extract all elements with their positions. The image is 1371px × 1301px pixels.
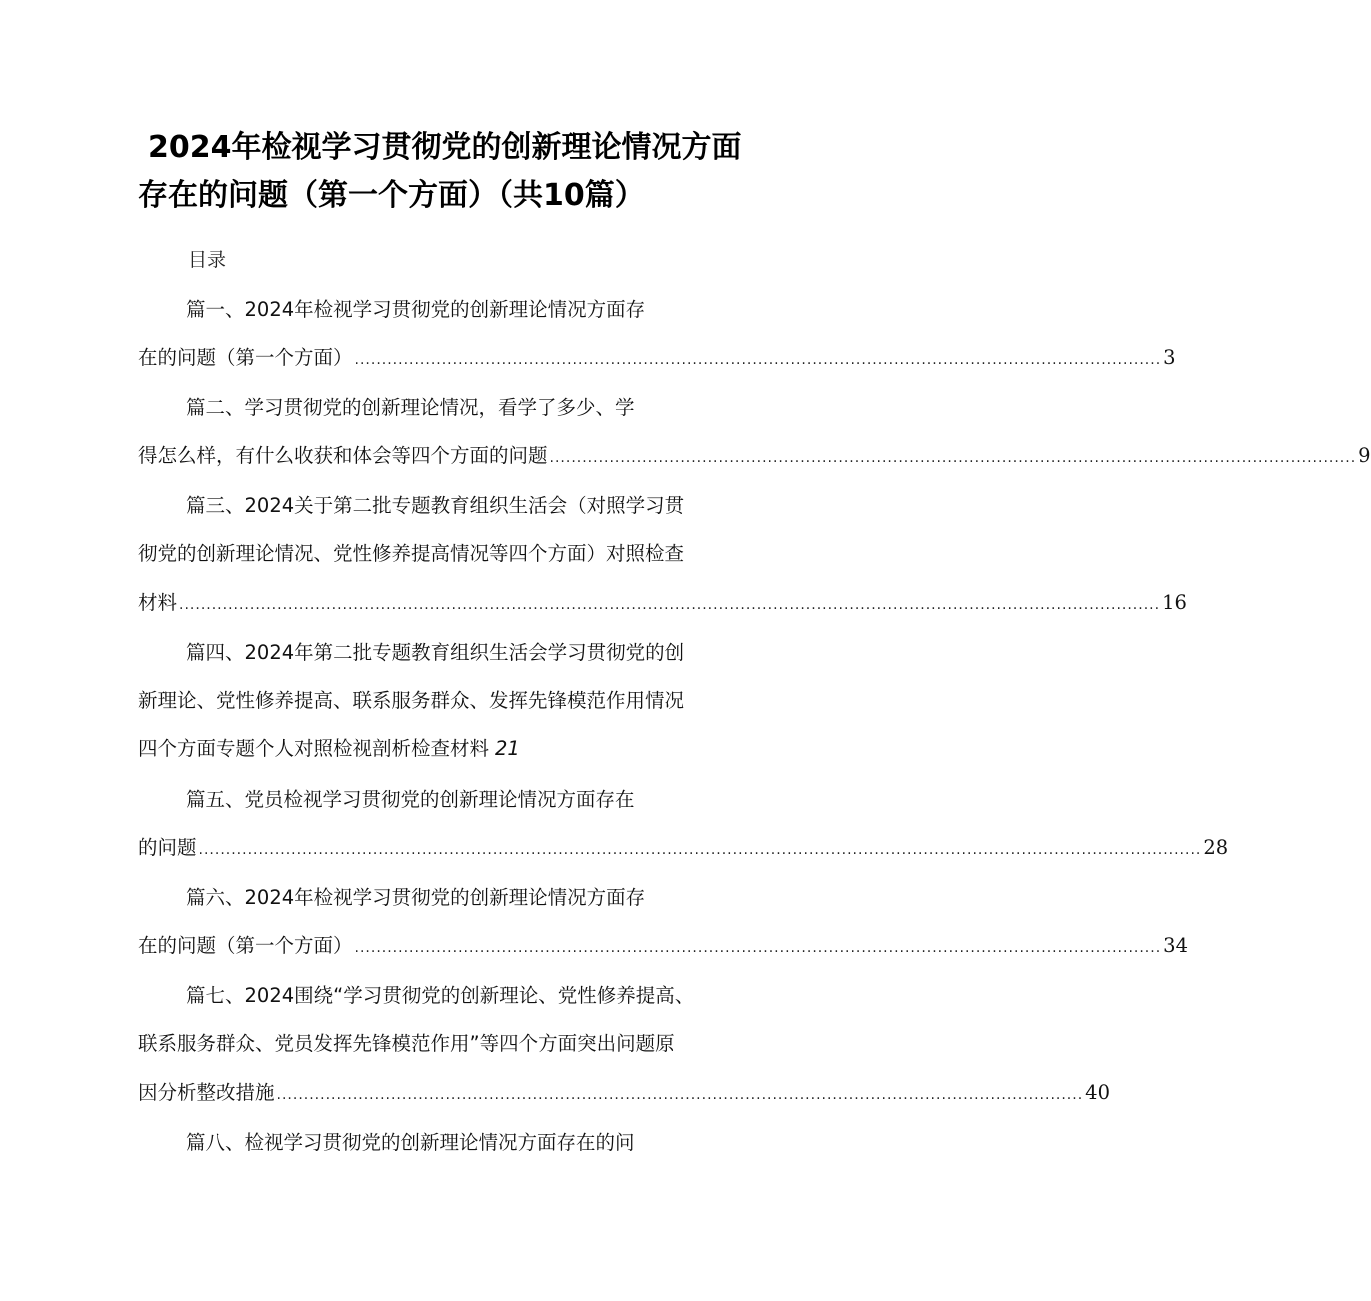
toc-entry-6-last-line[interactable] bbox=[138, 930, 1188, 964]
leader-dots: ........................................................................................................................................................................................ bbox=[198, 842, 1202, 858]
toc-label: 目录 bbox=[188, 249, 227, 271]
toc-entry-4-line-1[interactable]: 篇四、2024年第二批专题教育组织生活会学习贯彻党的创 bbox=[186, 641, 685, 664]
toc-entry-2-text: 得怎么样，有什么收获和体会等四个方面的问题 bbox=[138, 444, 548, 467]
toc-entry-8-line-1[interactable]: 篇八、检视学习贯彻党的创新理论情况方面存在的问 bbox=[186, 1131, 635, 1154]
toc-entry-1-line-1[interactable]: 篇一、2024年检视学习贯彻党的创新理论情况方面存 bbox=[186, 298, 646, 321]
toc-entry-6-text: 在的问题（第一个方面） bbox=[138, 934, 353, 957]
toc-entry-3-text: 材料 bbox=[138, 591, 178, 614]
toc-entry-7-last-line[interactable] bbox=[138, 1077, 1110, 1111]
toc-entry-7-line-1[interactable]: 篇七、2024围绕“学习贯彻党的创新理论、党性修养提高、 bbox=[186, 984, 695, 1007]
toc-entry-2-last-line[interactable] bbox=[138, 440, 1371, 474]
toc-entry-2-line-1[interactable]: 篇二、学习贯彻党的创新理论情况，看学了多少、学 bbox=[186, 396, 635, 419]
document-title-line-1: 2024年检视学习贯彻党的创新理论情况方面 bbox=[148, 130, 742, 165]
document-title-line-2: 存在的问题（第一个方面）（共10篇） bbox=[138, 178, 645, 213]
toc-entry-3-line-2[interactable]: 彻党的创新理论情况、党性修养提高情况等四个方面）对照检查 bbox=[138, 542, 685, 565]
toc-entry-2-page: 9 bbox=[1358, 444, 1371, 467]
toc-entry-6-line-1[interactable]: 篇六、2024年检视学习贯彻党的创新理论情况方面存 bbox=[186, 886, 646, 909]
toc-entry-5-page: 28 bbox=[1203, 836, 1229, 859]
leader-dots: .................................................................................................................................................... bbox=[354, 352, 1162, 368]
leader-dots: .................................................................................................................................................... bbox=[276, 1087, 1084, 1103]
toc-entry-3-line-1[interactable]: 篇三、2024关于第二批专题教育组织生活会（对照学习贯 bbox=[186, 494, 685, 517]
leader-dots: .................................................................................................................................................... bbox=[354, 940, 1162, 956]
toc-entry-5-last-line[interactable] bbox=[138, 832, 1229, 866]
toc-entry-1-text: 在的问题（第一个方面） bbox=[138, 346, 353, 369]
toc-entry-4-last-line[interactable] bbox=[138, 733, 638, 765]
leader-dots: .................................................................................................................................................................................... bbox=[179, 597, 1161, 613]
toc-entry-7-line-2[interactable]: 联系服务群众、党员发挥先锋模范作用”等四个方面突出问题原 bbox=[138, 1032, 675, 1055]
toc-entry-3-last-line[interactable] bbox=[138, 587, 1187, 621]
toc-entry-4-line-2[interactable]: 新理论、党性修养提高、联系服务群众、发挥先锋模范作用情况 bbox=[138, 689, 685, 712]
toc-entry-1-last-line[interactable] bbox=[138, 342, 1176, 376]
toc-entry-5-text: 的问题 bbox=[138, 836, 197, 859]
toc-entry-1-page: 3 bbox=[1163, 346, 1176, 369]
toc-entry-3-page: 16 bbox=[1162, 591, 1187, 614]
toc-entry-4-page: 21 bbox=[495, 737, 520, 760]
toc-entry-7-page: 40 bbox=[1085, 1081, 1110, 1104]
toc-entry-7-text: 因分析整改措施 bbox=[138, 1081, 275, 1104]
toc-entry-5-line-1[interactable]: 篇五、党员检视学习贯彻党的创新理论情况方面存在 bbox=[186, 788, 635, 811]
toc-entry-4-text: 四个方面专题个人对照检视剖析检查材料 bbox=[138, 737, 490, 760]
toc-entry-6-page: 34 bbox=[1163, 934, 1188, 957]
leader-dots: .................................................................................................................................................... bbox=[549, 450, 1357, 466]
